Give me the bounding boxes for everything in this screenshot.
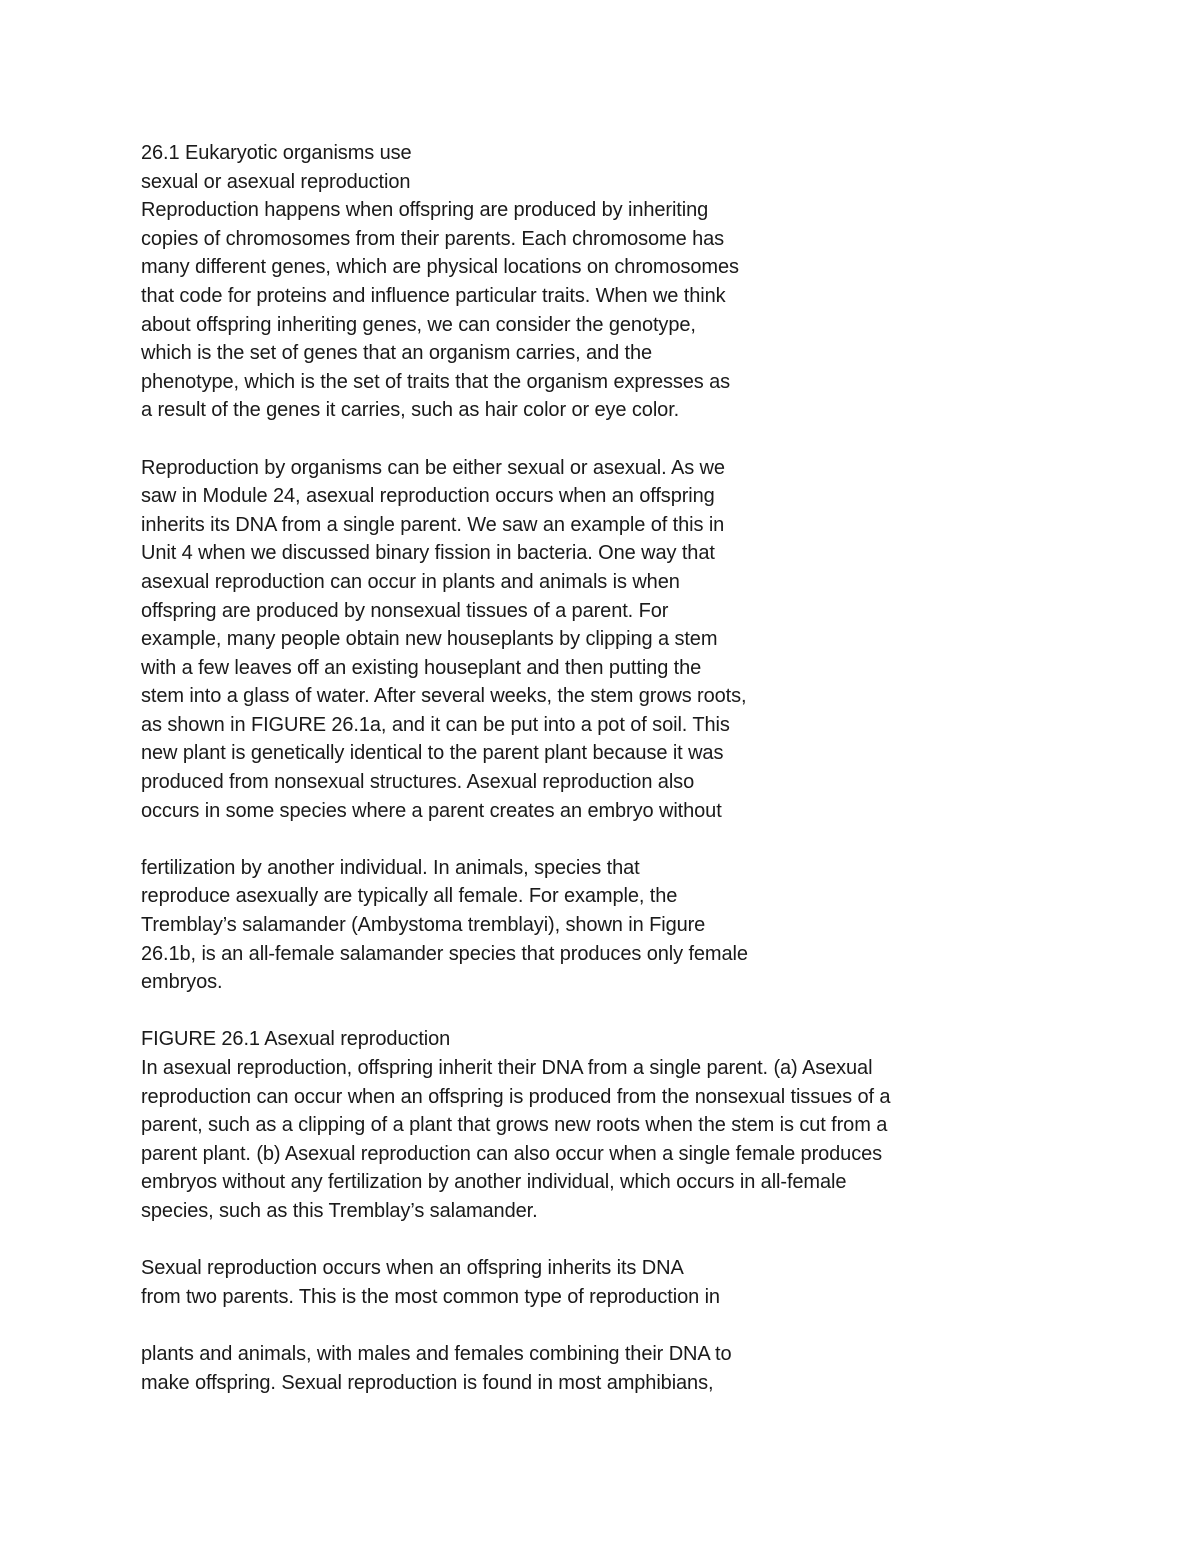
text-line: Reproduction happens when offspring are produced by inheriting [141, 199, 709, 222]
text-line: reproduce asexually are typically all female. For example, the [141, 885, 678, 908]
text-line: Sexual reproduction occurs when an offspring inherits its DNA [141, 1257, 684, 1280]
paragraph-asexual-animals [141, 854, 1141, 997]
text-line: that code for proteins and influence particular traits. When we think [141, 284, 726, 307]
text-line: In asexual reproduction, offspring inherit their DNA from a single parent. (a) Asexual [141, 1057, 873, 1079]
text-line: plants and animals, with males and females combining their DNA to [141, 1342, 732, 1365]
paragraph-gap [141, 997, 1141, 1026]
text-line: reproduction can occur when an offspring is produced from the nonsexual tissues of a [141, 1085, 891, 1108]
paragraph-reproduction-intro [141, 196, 1141, 425]
text-line: saw in Module 24, asexual reproduction occurs when an offspring [141, 485, 715, 508]
document-body [141, 139, 1141, 1397]
text-line: Reproduction by organisms can be either sexual or asexual. As we [141, 456, 725, 479]
text-line: Tremblay’s salamander (Ambystoma tremblayi), shown in Figure [141, 914, 706, 937]
text-line: species, such as this Tremblay’s salamander. [141, 1199, 538, 1222]
paragraph-gap [141, 1226, 1141, 1255]
figure-caption [141, 1025, 1141, 1225]
text-line: a result of the genes it carries, such as hair color or eye color. [141, 399, 680, 422]
text-line: inherits its DNA from a single parent. We saw an example of this in [141, 513, 725, 536]
figure-caption-title: FIGURE 26.1 Asexual reproduction [141, 1028, 451, 1051]
text-line: stem into a glass of water. After several weeks, the stem grows roots, [141, 685, 747, 708]
paragraph-sexual-reproduction [141, 1254, 1141, 1311]
text-line: parent, such as a clipping of a plant that grows new roots when the stem is cut from a [141, 1114, 888, 1137]
text-line: which is the set of genes that an organism carries, and the [141, 342, 653, 365]
text-line: many different genes, which are physical locations on chromosomes [141, 256, 739, 279]
text-line: phenotype, which is the set of traits that the organism expresses as [141, 370, 731, 393]
text-line: produced from nonsexual structures. Asexual reproduction also [141, 771, 695, 794]
text-line: occurs in some species where a parent creates an embryo without [141, 799, 722, 822]
text-line: new plant is genetically identical to the parent plant because it was [141, 742, 724, 765]
paragraph-gap [141, 425, 1141, 454]
text-line: as shown in FIGURE 26.1a, and it can be put into a pot of soil. This [141, 713, 730, 736]
text-line: from two parents. This is the most common type of reproduction in [141, 1285, 720, 1308]
text-line: fertilization by another individual. In animals, species that [141, 856, 640, 879]
text-line: example, many people obtain new houseplants by clipping a stem [141, 628, 718, 651]
paragraph-sexual-reproduction-continued [141, 1340, 1141, 1397]
text-line: asexual reproduction can occur in plants and animals is when [141, 570, 680, 593]
text-line: embryos. [141, 971, 223, 994]
text-line: parent plant. (b) Asexual reproduction can also occur when a single female produces [141, 1142, 883, 1165]
text-line: about offspring inheriting genes, we can consider the genotype, [141, 313, 696, 336]
text-line: Unit 4 when we discussed binary fission in bacteria. One way that [141, 542, 715, 565]
paragraph-gap [141, 825, 1141, 854]
section-heading [141, 139, 1141, 196]
text-line: 26.1b, is an all-female salamander species that produces only female [141, 942, 748, 965]
text-line: offspring are produced by nonsexual tissues of a parent. For [141, 599, 669, 622]
text-line: make offspring. Sexual reproduction is found in most amphibians, [141, 1371, 714, 1394]
paragraph-sexual-or-asexual [141, 454, 1141, 826]
text-line: copies of chromosomes from their parents. Each chromosome has [141, 227, 725, 250]
text-line: with a few leaves off an existing houseplant and then putting the [141, 656, 702, 679]
paragraph-gap [141, 1311, 1141, 1340]
heading-line: 26.1 Eukaryotic organisms use [141, 142, 412, 164]
heading-line: sexual or asexual reproduction [141, 170, 411, 193]
text-line: embryos without any fertilization by another individual, which occurs in all-female [141, 1171, 847, 1194]
